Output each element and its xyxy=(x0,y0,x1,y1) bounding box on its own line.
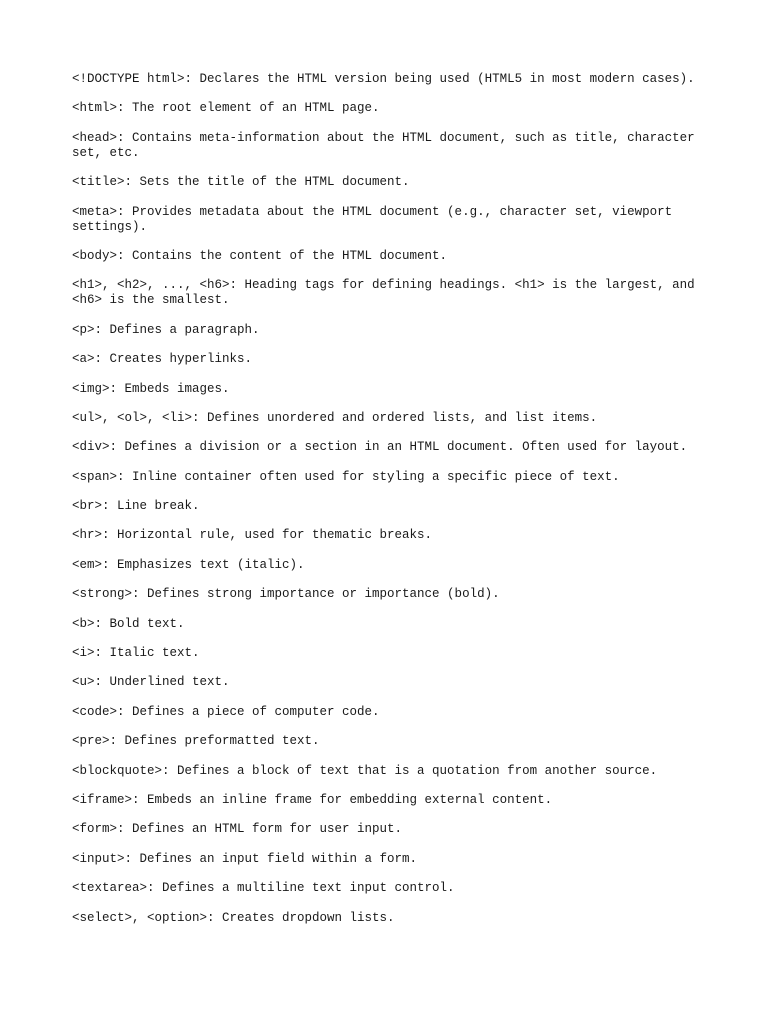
entry-meta: <meta>: Provides metadata about the HTML document (e.g., character set, viewport settings). xyxy=(72,204,673,234)
entry-doctype: <!DOCTYPE html>: Declares the HTML version being used (HTML5 in most modern cases). xyxy=(72,72,695,86)
entry-head: <head>: Contains meta-information about the HTML document, such as title, character set, etc. xyxy=(72,130,695,160)
entry-em: <em>: Emphasizes text (italic). xyxy=(72,557,305,572)
entry-img: <img>: Embeds images. xyxy=(72,381,230,396)
entry-a: <a>: Creates hyperlinks. xyxy=(72,352,253,367)
entry-span: <span>: Inline container often used for styling a specific piece of text. xyxy=(72,469,620,484)
entry-i: <i>: Italic text. xyxy=(72,646,200,661)
entry-form: <form>: Defines an HTML form for user input. xyxy=(72,822,403,837)
entry-headings: <h1>, <h2>, ..., <h6>: Heading tags for defining headings. <h1> is the largest, and <h6> is the smallest. xyxy=(72,278,695,308)
entry-select: <select>, <option>: Creates dropdown lists. xyxy=(72,910,395,925)
entry-u: <u>: Underlined text. xyxy=(72,675,230,690)
entry-html: <html>: The root element of an HTML page. xyxy=(72,101,380,116)
entry-strong: <strong>: Defines strong importance or importance (bold). xyxy=(72,587,500,602)
entry-iframe: <iframe>: Embeds an inline frame for embedding external content. xyxy=(72,792,553,807)
entry-textarea: <textarea>: Defines a multiline text input control. xyxy=(72,881,455,896)
entry-b: <b>: Bold text. xyxy=(72,616,185,631)
entry-div: <div>: Defines a division or a section in an HTML document. Often used for layout. xyxy=(72,440,688,455)
entry-title: <title>: Sets the title of the HTML document. xyxy=(72,175,410,190)
entry-input: <input>: Defines an input field within a form. xyxy=(72,851,418,866)
entry-hr: <hr>: Horizontal rule, used for thematic breaks. xyxy=(72,528,433,543)
entry-blockquote: <blockquote>: Defines a block of text that is a quotation from another source. xyxy=(72,763,658,778)
entry-body: <body>: Contains the content of the HTML document. xyxy=(72,248,448,263)
entry-pre: <pre>: Defines preformatted text. xyxy=(72,734,320,749)
entry-lists: <ul>, <ol>, <li>: Defines unordered and ordered lists, and list items. xyxy=(72,410,598,425)
entry-code: <code>: Defines a piece of computer code. xyxy=(72,704,380,719)
entry-p: <p>: Defines a paragraph. xyxy=(72,322,260,337)
document-page xyxy=(72,72,700,940)
entry-br: <br>: Line break. xyxy=(72,499,200,514)
